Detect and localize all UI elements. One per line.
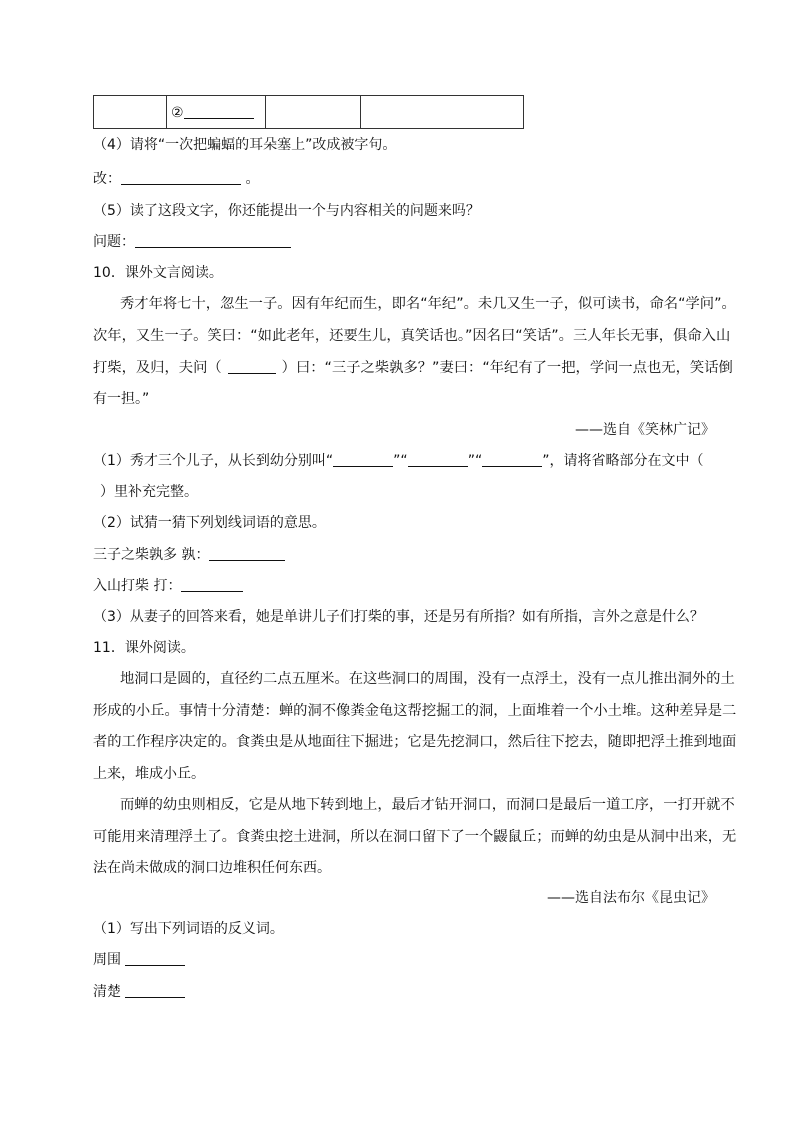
table-cell-label: ② [171, 104, 184, 121]
q11-paragraph-line: 者的工作程序决定的。食粪虫是从地面往下掘进；它是先挖洞口，然后往下挖去，随即把浮土推到地面 [93, 734, 737, 750]
answer-blank[interactable] [121, 170, 241, 185]
q11-source: ——选自法布尔《昆虫记》 [547, 890, 715, 906]
table-cell [167, 96, 266, 129]
q10-sub2-item: 三子之柴孰多 孰： [93, 545, 285, 565]
q11-title: 11．课外阅读。 [93, 640, 195, 656]
q10-paragraph-line: 次年，又生一子。笑曰：“如此老年，还要生儿，真笑话也。”因名曰“笑话”。三人年长无事，俱命入山 [93, 328, 731, 344]
q11-word-item: 周围 [93, 950, 185, 970]
q10-paragraph-line: 有一担。” [93, 391, 150, 407]
table-cell [266, 96, 361, 129]
q9-sub4: （4）请将“一次把蝙蝠的耳朵塞上”改成被字句。 [93, 137, 397, 153]
answer-blank[interactable] [209, 546, 285, 561]
q11-paragraph-line: 上来，堆成小丘。 [93, 766, 205, 782]
q9-sub5-answer: 问题： [93, 232, 291, 252]
table-cell [94, 96, 167, 129]
answer-blank[interactable] [125, 983, 185, 998]
q10-sub1: （1）秀才三个儿子，从长到幼分别叫“ ”“ ”“ ”，请将省略部分在文中（ [93, 453, 704, 469]
q11-paragraph-line: 可能用来清理浮土了。食粪虫挖土进洞，所以在洞口留下了一个鼹鼠丘；而蝉的幼虫是从洞中出来，无 [93, 829, 737, 845]
q10-paragraph-line: 秀才年将七十，忽生一子。因有年纪而生，即名“年纪”。未几又生一子，似可读书，命名“学问”。 [120, 296, 736, 312]
q10-sub2: （2）试猜一猜下列划线词语的意思。 [93, 515, 326, 531]
answer-blank[interactable] [482, 452, 542, 467]
q11-paragraph-line: 法在尚未做成的洞口边堆积任何东西。 [93, 860, 331, 876]
q10-title: 10．课外文言阅读。 [93, 265, 223, 281]
answer-blank[interactable] [184, 104, 254, 119]
answer-blank[interactable] [181, 577, 243, 592]
q11-paragraph-line: 地洞口是圆的，直径约二点五厘米。在这些洞口的周围，没有一点浮土，没有一点儿推出洞外的土 [120, 671, 735, 687]
q10-sub2-item: 入山打柴 打： [93, 576, 243, 596]
q11-paragraph-line: 形成的小丘。事情十分清楚：蝉的洞不像粪金龟这帮挖掘工的洞，上面堆着一个小土堆。这种差异是二 [93, 703, 737, 719]
answer-blank[interactable] [125, 951, 185, 966]
q10-sub1-cont: ）里补充完整。 [100, 484, 198, 500]
answer-table-fragment [93, 95, 524, 129]
q11-paragraph-line: 而蝉的幼虫则相反，它是从地下转到地上，最后才钻开洞口，而洞口是最后一道工序，一打开就不 [120, 797, 735, 813]
q10-paragraph-line: 打柴，及归，夫问（ ）曰：“三子之柴孰多？”妻曰：“年纪有了一把，学问一点也无，笑话倒 [93, 360, 733, 376]
q10-sub3: （3）从妻子的回答来看，她是单讲儿子们打柴的事，还是另有所指？如有所指，言外之意是什么？ [93, 609, 704, 625]
answer-blank[interactable] [135, 233, 291, 248]
q9-sub5: （5）读了这段文字，你还能提出一个与内容相关的问题来吗？ [93, 203, 480, 219]
q11-sub1: （1）写出下列词语的反义词。 [93, 921, 284, 937]
q11-word-item: 清楚 [93, 982, 185, 1002]
q9-sub4-answer: 改： 。 [93, 171, 260, 187]
q10-source: ——选自《笑林广记》 [575, 422, 715, 438]
answer-blank[interactable] [333, 452, 393, 467]
table-cell [361, 96, 524, 129]
answer-blank[interactable] [228, 359, 276, 374]
answer-blank[interactable] [408, 452, 468, 467]
